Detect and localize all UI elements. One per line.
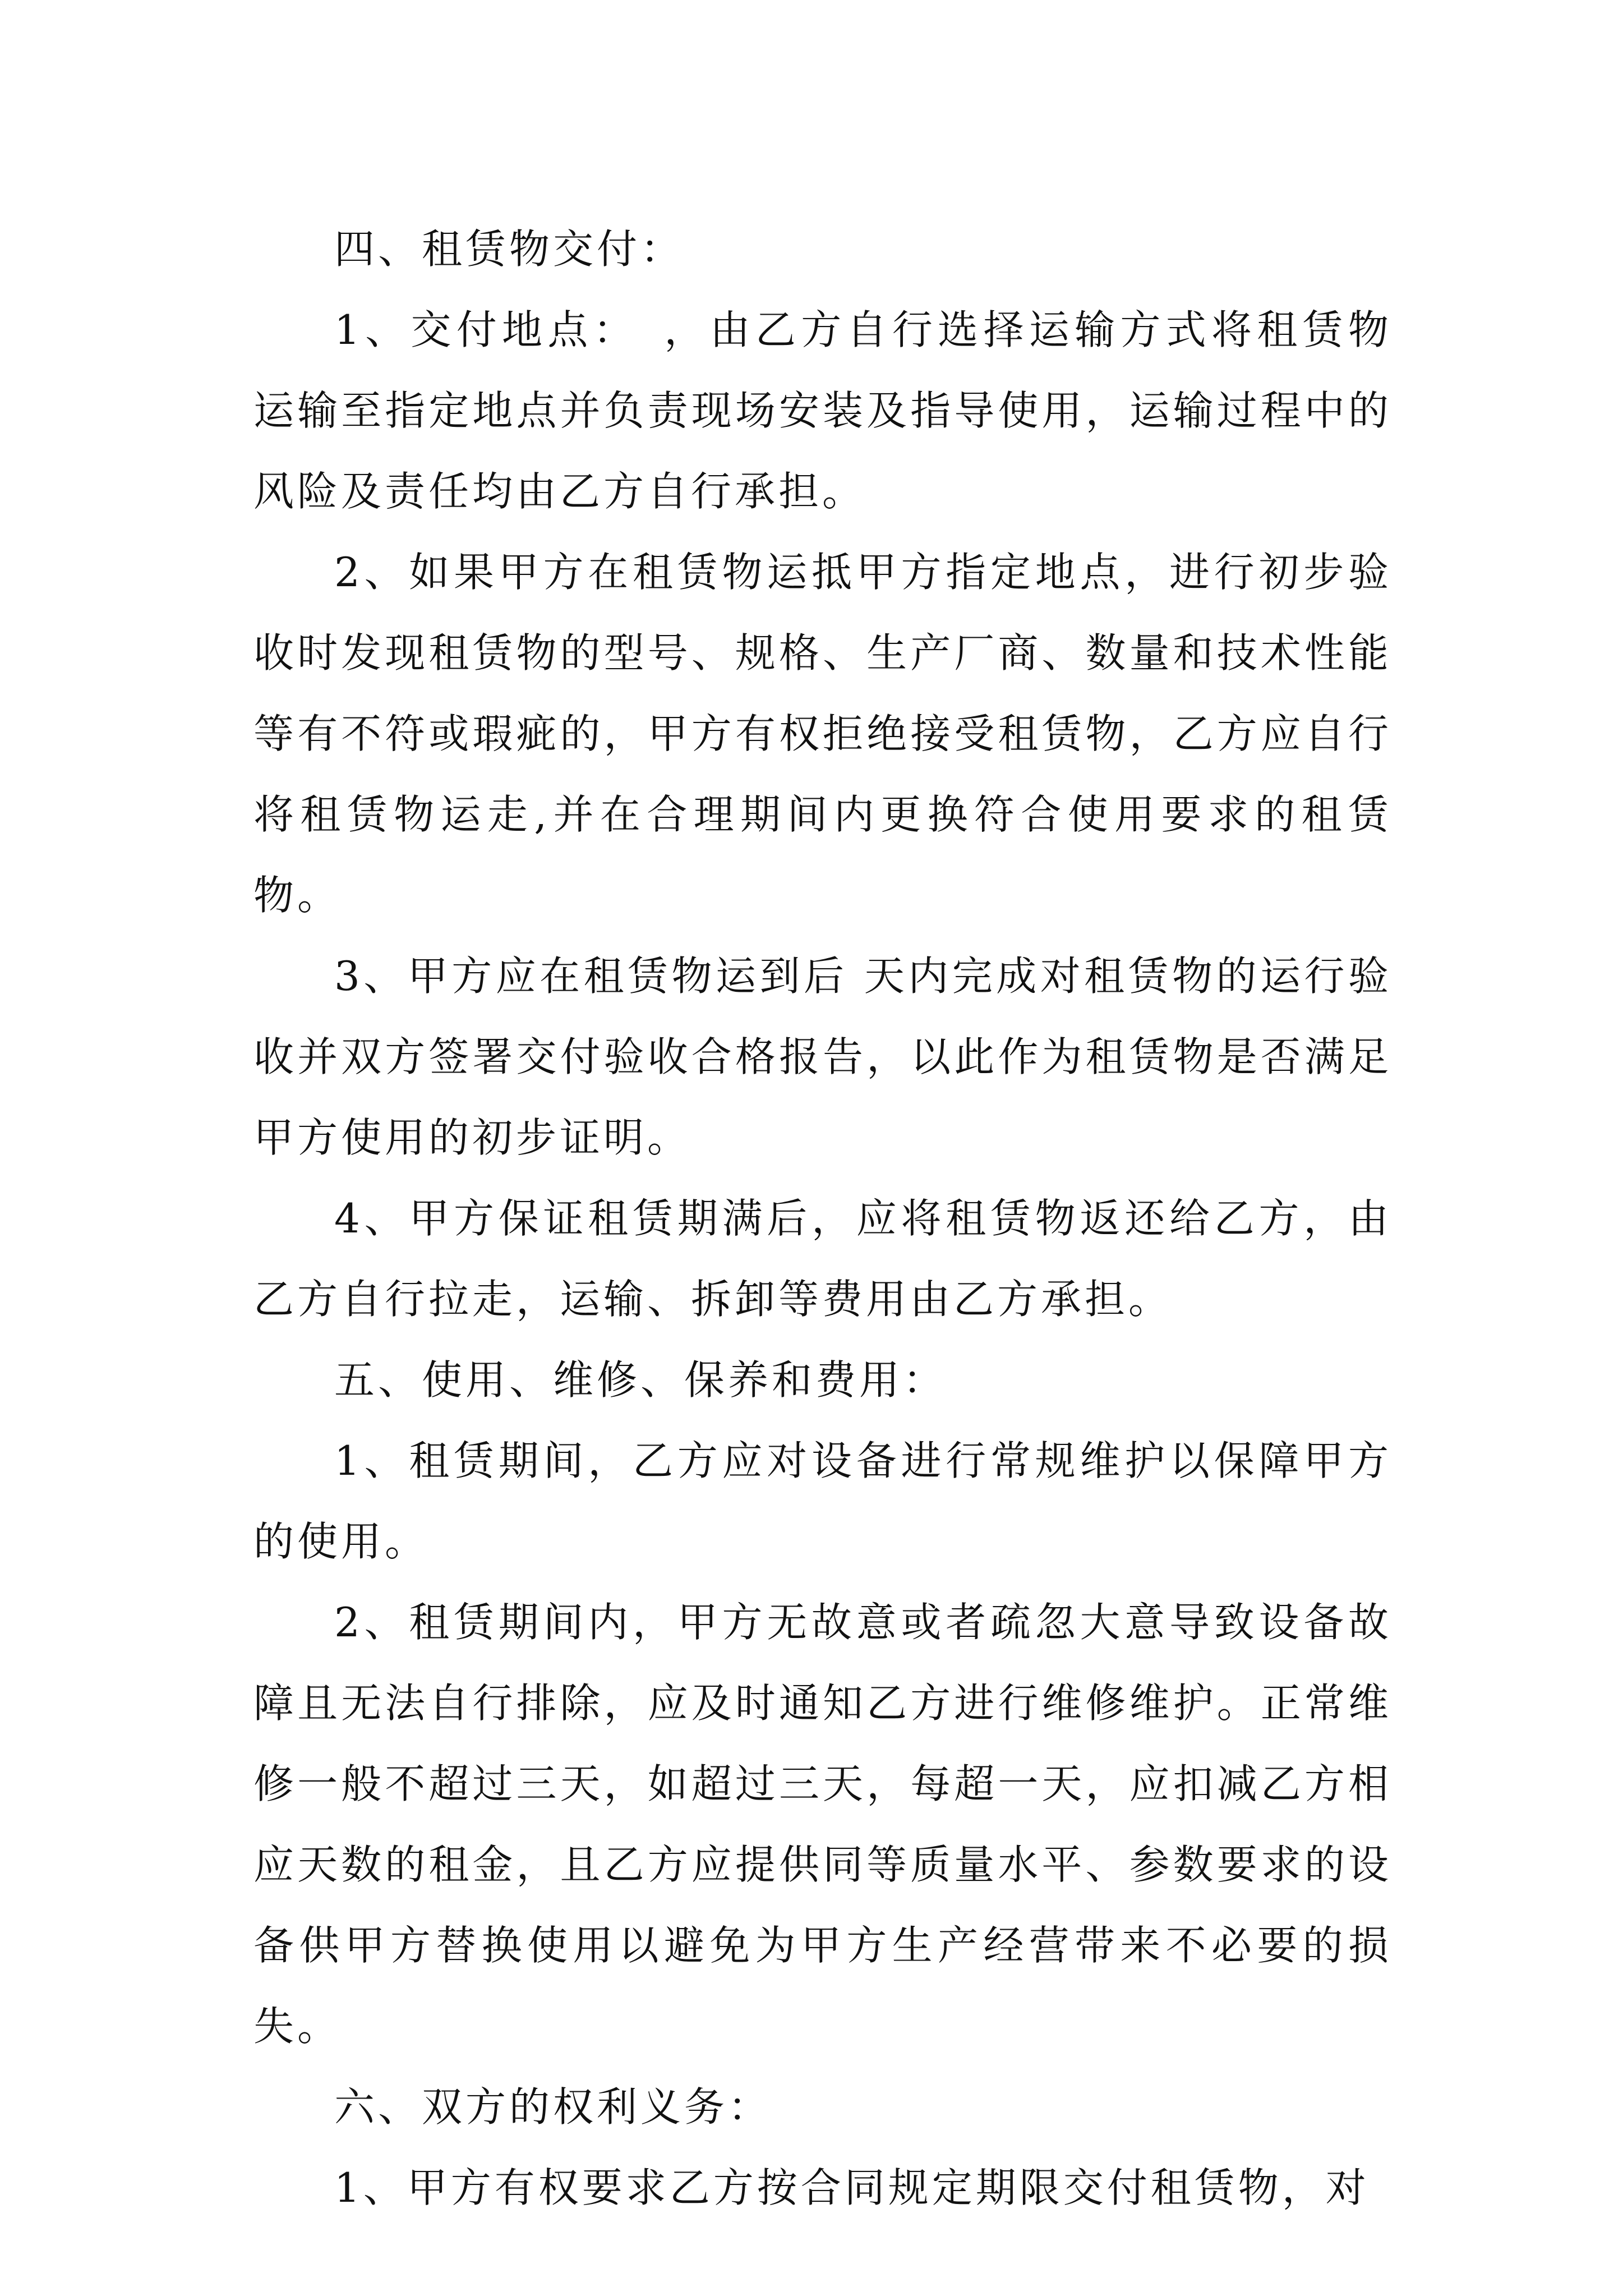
section-heading-use-maintenance: 五、使用、维修、保养和费用： — [334, 1356, 947, 1404]
document-body — [253, 209, 1392, 2228]
section-heading-delivery: 四、租赁物交付： — [334, 226, 685, 273]
delivery-clause-3: 3、甲方应在租赁物运到后 天内完成对租赁物的运行验收并双方签署交付验收合格报告，以此作为租赁物是否满足甲方使用的初步证明。 — [253, 953, 1392, 1161]
section-heading-rights-obligations: 六、双方的权利义务： — [334, 2083, 772, 2131]
delivery-clause-4: 4、甲方保证租赁期满后，应将租赁物返还给乙方，由乙方自行拉走，运输、拆卸等费用由乙方承担。 — [253, 1195, 1392, 1323]
maintenance-clause-2: 2、租赁期间内，甲方无故意或者疏忽大意导致设备故障且无法自行排除，应及时通知乙方进行维修维护。正常维修一般不超过三天，如超过三天，每超一天，应扣减乙方相应天数的租金，且乙方应提供同等质量水平、参数要求的设备供甲方替换使用以避免为甲方生产经营带来不必要的损失。 — [253, 1599, 1392, 2050]
delivery-clause-1: 1、交付地点： ，由乙方自行选择运输方式将租赁物运输至指定地点并负责现场安装及指导使用，运输过程中的风险及责任均由乙方自行承担。 — [253, 306, 1392, 515]
delivery-clause-2: 2、如果甲方在租赁物运抵甲方指定地点，进行初步验收时发现租赁物的型号、规格、生产厂商、数量和技术性能等有不符或瑕疵的，甲方有权拒绝接受租赁物，乙方应自行将租赁物运走,并在合理期间内更换符合使用要求的租赁物。 — [253, 549, 1392, 919]
maintenance-clause-1: 1、租赁期间，乙方应对设备进行常规维护以保障甲方的使用。 — [253, 1437, 1392, 1565]
rights-clause-1: 1、甲方有权要求乙方按合同规定期限交付租赁物，对 — [334, 2164, 1370, 2211]
